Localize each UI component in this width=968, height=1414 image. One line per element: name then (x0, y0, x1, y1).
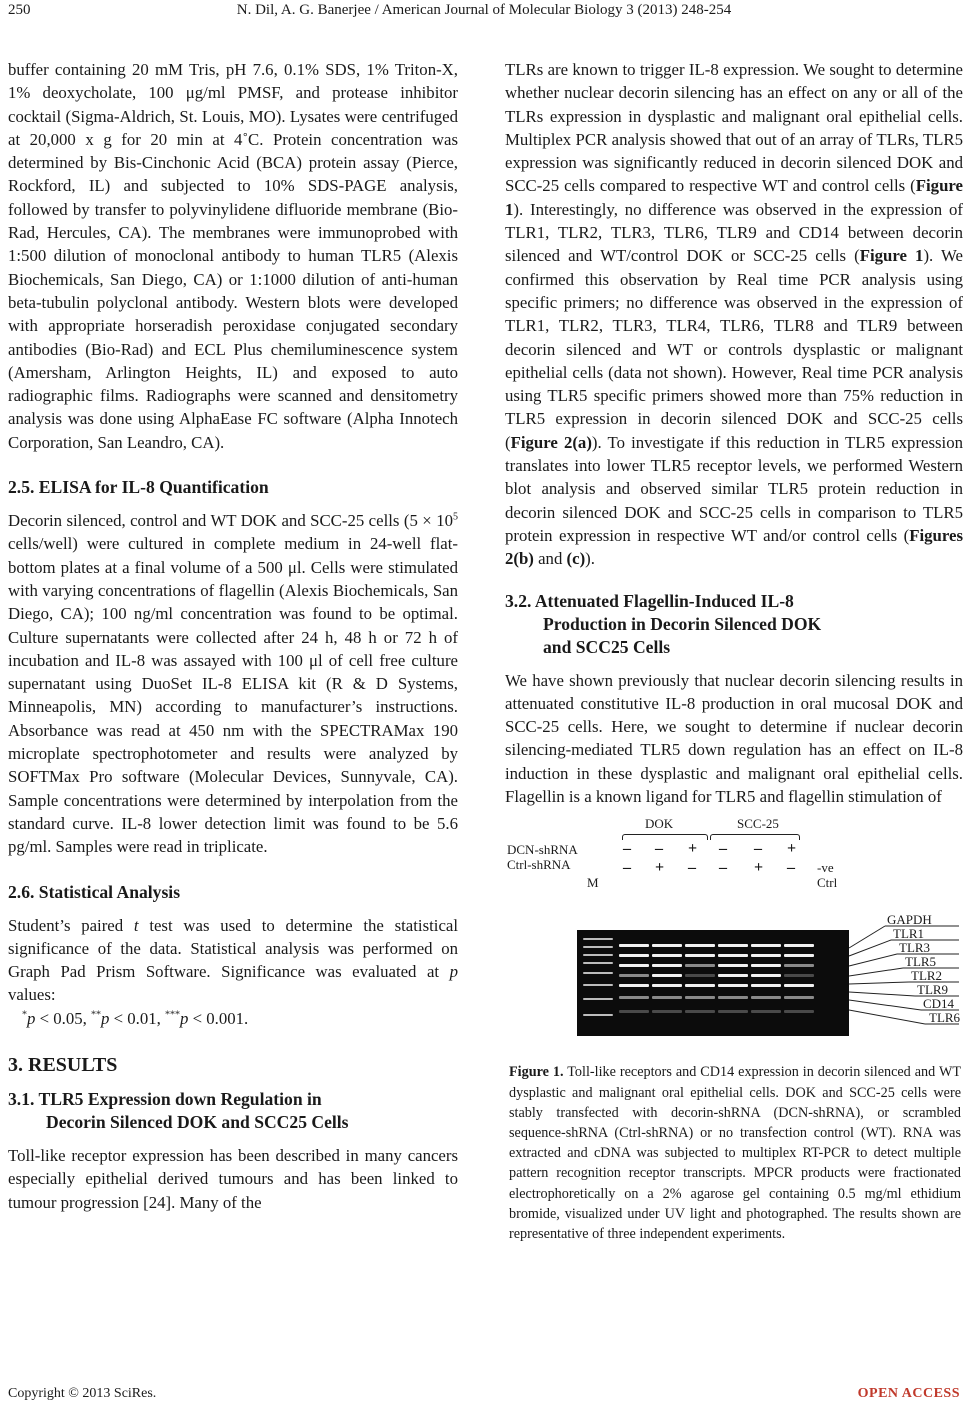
page-number: 250 (8, 2, 31, 18)
marker-label: TLR2 (911, 968, 943, 984)
marker-lane-label: M (587, 875, 599, 891)
running-head-title: N. Dil, A. G. Banerjee / American Journal of Molecular Biology 3 (2013) 248-254 (236, 2, 732, 18)
dcn-sign: – (655, 840, 663, 858)
neg-ctrl-label: -ve (817, 860, 834, 876)
copyright-notice: Copyright © 2013 SciRes. (8, 1386, 157, 1401)
marker-label: GAPDH (887, 912, 932, 928)
paragraph-tlr5-results: TLRs are known to trigger IL-8 expression. We sought to determine whether nuclear decorin silencing has an effect on any or all of the TLRs expression in dysplastic and malignant oral epithelial cells. Multiplex PCR analysis showed that out of an array of TLRs, TLR5 expression was significantly reduced in decorin silenced DOK and SCC-25 cells compared to respective WT and control cells (Figure 1). Interestingly, no difference was observed in the expression of TLR1, TLR2, TLR3, TLR6, TLR9 and CD14 between decorin silenced and WT/control DOK or SCC-25 cells (Figure 1). We confirmed this observation by Real time PCR analysis using specific primers; no difference was observed in the expression of TLR1, TLR2, TLR3, TLR4, TLR6, TLR8 and TLR9 between decorin silenced and WT or controls dysplastic or malignant epithelial cells (data not shown). However, Real time PCR analysis using TLR5 specific primers showed more than 75% reduction in TLR5 expression in decorin silenced DOK and SCC-25 cells (Figure 2(a)). To investigate if this reduction in TLR5 expression translates into lower TLR5 receptor levels, we performed Western blot analysis and observed similar TLR5 protein reduction in decorin silenced DOK and SCC-25 cells in comparison to TLR5 protein expression in respective WT and/or control cells (Figures 2(b) and (c)). (505, 60, 963, 569)
left-column (8, 58, 458, 1214)
running-header (0, 0, 968, 24)
open-access-badge: OPEN ACCESS (857, 1386, 960, 1401)
figure-link[interactable]: Figure 2(a) (510, 432, 592, 452)
heading-2-6: 2.6. Statistical Analysis (8, 881, 181, 902)
paragraph-elisa: Decorin silenced, control and WT DOK and SCC-25 cells ($5 \times 10^5$ cells/well) were cultured in complete medium in 24-well flat-bottom plates at a final volume of a 500 μl. Cells were stimulated with varying concentrations of flagellin (Alexis Biochemicals, San Diego, CA); 100 ng/ml concentration was found to be optimal. Culture supernatants were collected after 24 h, 48 h or 72 h of incubation and IL-8 was assayed with 100 μl of cell free culture supernatant using DuoSet IL-8 ELISA kit (R & D Systems, Minneapolis, MN) according to manufacturer’s instructions. Absorbance was read at 450 nm with the SPECTRAMax 190 microplate spectrophotometer and results were analyzed by SOFTMax Pro software (Molecular Devices, Sunnyvale, CA). Sample concentrations were determined by interpolation from the standard curve. IL-8 lower detection limit was found to be 5.6 pg/ml. Samples were read in triplicate. (8, 511, 458, 857)
ctrl-sign: – (623, 859, 631, 877)
paragraph-tlr-intro: Toll-like receptor expression has been described in many cancers especially epithelial derived tumours and has been linked to tumour progression [24]. Many of the (8, 1145, 458, 1212)
heading-3-2: 3.2. Attenuated Flagellin-Induced IL-8 Production in Decorin Silenced DOK and SCC25 Cells (505, 590, 822, 657)
ctrl-sign: + (655, 859, 665, 877)
marker-label: CD14 (923, 996, 955, 1012)
paragraph-western-blot: buffer containing 20 mM Tris, pH 7.6, 0.1% SDS, 1% Triton-X, 1% deoxycholate, 100 μg/ml PMSF, and protease inhibitor cocktail (Sigma-Aldrich, St. Louis, MO). Lysates were centrifuged at 20,000 x g for 20 min at 4˚C. Protein concentration was determined by Bis-Cinchonic Acid (BCA) protein assay (Pierce, Rockford, IL) and subjected to 10% SDS-PAGE analysis, followed by transfer to polyvinylidene difluoride membrane (Bio-Rad, Hercules, CA). The membranes were immunoprobed with 1:500 dilution of monoclonal antibody to human TLR5 (Alexis Biochemicals, San Diego, CA) or 1:1000 dilution of anti-human beta-tubulin polyclonal antibody. Western blots were developed with appropriate horseradish peroxidase conjugated secondary antibodies (Bio-Rad) and ECL Plus chemiluminescence system (Amersham, Arlington Heights, IL) and exposed to auto radiographic films. Radiographs were scanned and densitometry analysis was done using AlphaEase FC software (Alpha Innotech Corporation, San Leandro, CA). (8, 60, 458, 452)
figure-1-caption: Figure 1. Toll-like receptors and CD14 expression in decorin silenced and WT dysplastic and malignant oral epithelial cells. DOK and SCC-25 cells were stably transfected with decorin-shRNA (DCN-shRNA), or scrambled sequence-shRNA (Ctrl-shRNA) or no transfection control (WT). RNA was extracted and cDNA was subjected to multiplex RT-PCR to detect multiple pattern recognition receptor transcripts. MPCR products were fractionated electrophoretically on a 2% agarose gel containing 0.5 mg/ml ethidium bromide, visualized under UV light and photographed. The results shown are representative of three independent experiments. (509, 1064, 961, 1242)
figure-link[interactable]: Figure 1 (859, 246, 924, 266)
superscript-exponent: 5 (453, 511, 458, 523)
dcn-shrna-label: DCN-shRNA (507, 842, 578, 858)
marker-label: TLR3 (899, 940, 931, 956)
ctrl-sign: – (787, 859, 795, 877)
heading-results: 3. RESULTS (8, 1053, 118, 1076)
ctrl-sign: + (754, 859, 764, 877)
figure-link[interactable]: Figure 1 (505, 176, 963, 219)
marker-label: TLR5 (905, 954, 937, 970)
p-value-thresholds: *p < 0.05, **p < 0.01, ***p < 0.001. (22, 1008, 249, 1028)
neg-ctrl-label: Ctrl (817, 875, 838, 891)
ctrl-sign: – (719, 859, 727, 877)
marker-label: TLR9 (917, 982, 949, 998)
dcn-sign: – (719, 840, 727, 858)
dcn-sign: + (787, 840, 797, 858)
figure-link[interactable]: Figures 2(b) (505, 525, 963, 569)
heading-3-1: 3.1. TLR5 Expression down Regulation in Decorin Silenced DOK and SCC25 Cells (8, 1088, 349, 1132)
scc25-label: SCC-25 (737, 816, 779, 832)
dcn-sign: – (623, 840, 631, 858)
paragraph-flagellin: We have shown previously that nuclear decorin silencing results in attenuated constitutive IL-8 production in oral mucosal DOK and SCC-25 cells. Here, we sought to determine if nuclear decorin silencing-mediated TLR5 down regulation has an effect on IL-8 induction in these dysplastic and malignant oral epithelial cells. Flagellin is a known ligand for TLR5 and flagellin stimulation of (505, 670, 963, 807)
marker-label: TLR6 (929, 1010, 961, 1026)
marker-label: TLR1 (893, 926, 925, 942)
dcn-sign: + (688, 840, 698, 858)
ctrl-sign: – (688, 859, 696, 877)
heading-2-5: 2.5. ELISA for IL-8 Quantification (8, 477, 269, 498)
right-column (505, 58, 963, 1244)
dok-label: DOK (645, 816, 674, 832)
figure-link[interactable]: (c) (566, 549, 586, 569)
paragraph-statistics: Student’s paired t test was used to determine the statistical significance of the data. Statistical analysis was performed on Graph Pad Prism Software. Significance was evaluated at p values: (8, 915, 458, 1005)
dcn-sign: – (754, 840, 762, 858)
ctrl-shrna-label: Ctrl-shRNA (507, 857, 571, 873)
figure-1-gel (505, 816, 963, 1056)
